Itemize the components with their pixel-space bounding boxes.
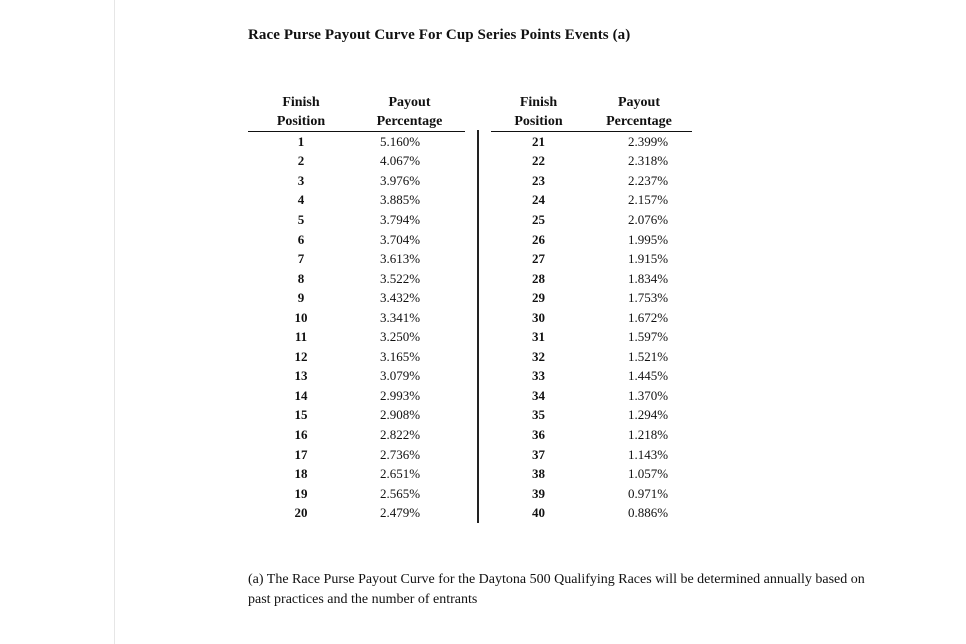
page-margin-rule <box>114 0 115 644</box>
payout-percentage-cell <box>586 445 692 465</box>
payout-percentage-cell <box>586 503 692 523</box>
table-row <box>248 249 465 269</box>
payout-value: 1.143% <box>628 446 669 462</box>
finish-position-cell: 25 <box>532 211 545 227</box>
payout-percentage-cell <box>354 132 465 152</box>
table-row <box>248 406 465 426</box>
table-row <box>491 445 692 465</box>
payout-value: 3.432% <box>380 290 421 306</box>
payout-value: 3.250% <box>380 329 421 345</box>
payout-value: 1.915% <box>628 251 669 267</box>
payout-percentage-cell <box>586 152 692 172</box>
payout-percentage-cell <box>354 367 465 387</box>
payout-percentage-cell <box>354 464 465 484</box>
payout-percentage-cell <box>354 425 465 445</box>
table-row <box>491 288 692 308</box>
finish-position-cell: 18 <box>294 466 308 482</box>
finish-position-cell: 33 <box>532 368 545 384</box>
payout-value: 1.057% <box>628 466 669 482</box>
table-row <box>248 386 465 406</box>
payout-percentage-cell <box>586 249 692 269</box>
payout-percentage-cell <box>586 347 692 367</box>
payout-table-left <box>248 93 465 523</box>
payout-percentage-cell <box>354 230 465 250</box>
payout-percentage-cell <box>586 210 692 230</box>
finish-position-cell: 34 <box>532 387 545 403</box>
finish-position-cell: 7 <box>297 251 305 267</box>
table-row <box>248 347 465 367</box>
payout-value: 3.794% <box>380 211 421 227</box>
finish-position-cell: 30 <box>532 309 545 325</box>
payout-value: 2.318% <box>628 153 669 169</box>
payout-value: 2.565% <box>380 485 421 501</box>
finish-position-cell: 26 <box>532 231 545 247</box>
table-body-right <box>491 132 692 523</box>
payout-value: 5.160% <box>380 133 421 149</box>
payout-percentage-cell <box>354 503 465 523</box>
table-body-left <box>248 132 465 523</box>
table-row <box>248 171 465 191</box>
payout-percentage-cell <box>354 210 465 230</box>
payout-percentage-cell <box>586 171 692 191</box>
table-row <box>491 503 692 523</box>
finish-position-cell: 35 <box>532 407 545 423</box>
footnote: (a) The Race Purse Payout Curve for the Daytona 500 Qualifying Races will be determined annually based on past practices and the number of entrants <box>248 572 865 607</box>
payout-value: 2.157% <box>628 192 669 208</box>
finish-position-cell: 21 <box>532 133 545 149</box>
payout-value: 1.521% <box>628 348 669 364</box>
payout-percentage-cell <box>354 249 465 269</box>
finish-position-cell: 5 <box>297 211 305 227</box>
finish-position-cell: 20 <box>294 505 308 521</box>
table-row <box>248 191 465 211</box>
payout-value: 2.479% <box>380 505 421 521</box>
payout-percentage-cell <box>354 191 465 211</box>
table-row <box>491 308 692 328</box>
payout-value: 1.995% <box>628 231 669 247</box>
payout-value: 2.908% <box>380 407 421 423</box>
header-finish-position <box>491 93 586 132</box>
payout-percentage-cell <box>354 327 465 347</box>
table-row <box>491 171 692 191</box>
table-header-row <box>248 93 465 132</box>
finish-position-cell: 39 <box>532 485 545 501</box>
payout-value: 1.597% <box>628 329 669 345</box>
payout-value: 1.218% <box>628 426 669 442</box>
payout-percentage-cell <box>586 288 692 308</box>
payout-percentage-cell <box>354 269 465 289</box>
finish-position-cell: 28 <box>532 270 545 286</box>
payout-value: 2.237% <box>628 172 669 188</box>
table-row <box>491 367 692 387</box>
table-row <box>248 288 465 308</box>
payout-percentage-cell <box>354 445 465 465</box>
payout-value: 3.522% <box>380 270 421 286</box>
table-row <box>248 308 465 328</box>
table-row <box>248 230 465 250</box>
finish-position-cell: 9 <box>297 290 305 306</box>
payout-percentage-cell <box>586 406 692 426</box>
payout-percentage-cell <box>354 406 465 426</box>
finish-position-cell: 31 <box>532 329 545 345</box>
table-row <box>491 152 692 172</box>
payout-percentage-cell <box>586 386 692 406</box>
payout-percentage-cell <box>354 386 465 406</box>
table-row <box>248 464 465 484</box>
finish-position-cell: 11 <box>294 329 308 345</box>
finish-position-cell: 16 <box>294 426 308 442</box>
table-row <box>491 347 692 367</box>
finish-position-cell: 40 <box>532 505 545 521</box>
finish-position-cell: 14 <box>294 387 308 403</box>
finish-position-cell: 2 <box>297 153 305 169</box>
header-finish-position <box>248 93 354 132</box>
payout-value: 2.076% <box>628 211 669 227</box>
table-row <box>491 230 692 250</box>
payout-percentage-cell <box>586 308 692 328</box>
payout-value: 3.341% <box>380 309 421 325</box>
payout-value: 1.753% <box>628 290 669 306</box>
payout-percentage-cell <box>354 308 465 328</box>
table-row <box>491 406 692 426</box>
payout-percentage-cell <box>354 288 465 308</box>
payout-value: 1.294% <box>628 407 669 423</box>
finish-position-cell: 12 <box>294 348 308 364</box>
table-row <box>491 327 692 347</box>
finish-position-cell: 8 <box>297 270 305 286</box>
table-row <box>491 484 692 504</box>
header-finish-line2: Position <box>514 114 563 129</box>
payout-percentage-cell <box>354 484 465 504</box>
payout-value: 1.370% <box>628 387 669 403</box>
payout-percentage-cell <box>586 132 692 152</box>
table-row <box>248 484 465 504</box>
payout-percentage-cell <box>354 347 465 367</box>
header-payout-line2: Percentage <box>606 114 672 129</box>
table-row <box>491 249 692 269</box>
payout-percentage-cell <box>586 484 692 504</box>
finish-position-cell: 6 <box>297 231 305 247</box>
table-row <box>248 367 465 387</box>
finish-position-cell: 38 <box>532 466 545 482</box>
header-payout-percentage <box>354 93 465 132</box>
finish-position-cell: 3 <box>297 172 305 188</box>
payout-value: 2.736% <box>380 446 421 462</box>
payout-value: 0.971% <box>628 485 669 501</box>
payout-value: 4.067% <box>380 153 421 169</box>
payout-value: 3.079% <box>380 368 421 384</box>
table-row <box>248 132 465 152</box>
header-payout-line1: Payout <box>388 95 431 110</box>
table-row <box>248 269 465 289</box>
payout-table-right <box>491 93 692 523</box>
document-title: Race Purse Payout Curve For Cup Series Points Events (a) <box>248 27 631 43</box>
payout-value: 1.834% <box>628 270 669 286</box>
payout-percentage-cell <box>586 464 692 484</box>
finish-position-cell: 36 <box>532 426 545 442</box>
table-row <box>248 445 465 465</box>
column-divider <box>477 130 479 523</box>
finish-position-cell: 4 <box>297 192 305 208</box>
finish-position-cell: 13 <box>294 368 308 384</box>
finish-position-cell: 19 <box>294 485 308 501</box>
payout-percentage-cell <box>586 230 692 250</box>
table-row <box>248 503 465 523</box>
finish-position-cell: 15 <box>294 407 308 423</box>
payout-value: 3.165% <box>380 348 421 364</box>
table-row <box>491 132 692 152</box>
finish-position-cell: 29 <box>532 290 545 306</box>
table-row <box>491 191 692 211</box>
finish-position-cell: 37 <box>532 446 545 462</box>
finish-position-cell: 24 <box>532 192 545 208</box>
payout-percentage-cell <box>586 367 692 387</box>
finish-position-cell: 10 <box>294 309 308 325</box>
table-row <box>248 425 465 445</box>
payout-percentage-cell <box>586 269 692 289</box>
finish-position-cell: 1 <box>297 133 305 149</box>
payout-value: 2.651% <box>380 466 421 482</box>
header-finish-line1: Finish <box>519 95 558 110</box>
table-row <box>491 425 692 445</box>
payout-value: 3.885% <box>380 192 421 208</box>
payout-percentage-cell <box>586 425 692 445</box>
finish-position-cell: 23 <box>532 172 545 188</box>
payout-percentage-cell <box>586 191 692 211</box>
payout-value: 3.976% <box>380 172 421 188</box>
payout-value: 2.399% <box>628 133 669 149</box>
table-header-row <box>491 93 692 132</box>
payout-percentage-cell <box>354 152 465 172</box>
table-row <box>491 210 692 230</box>
finish-position-cell: 17 <box>294 446 308 462</box>
table-row <box>248 210 465 230</box>
payout-value: 1.445% <box>628 368 669 384</box>
payout-value: 0.886% <box>628 505 669 521</box>
payout-value: 2.822% <box>380 426 421 442</box>
payout-value: 3.613% <box>380 251 421 267</box>
table-row <box>248 327 465 347</box>
payout-value: 3.704% <box>380 231 421 247</box>
table-row <box>491 464 692 484</box>
header-finish-line1: Finish <box>282 95 320 110</box>
header-payout-percentage <box>586 93 692 132</box>
header-payout-line1: Payout <box>618 95 660 110</box>
finish-position-cell: 27 <box>532 251 545 267</box>
payout-value: 1.672% <box>628 309 669 325</box>
table-row <box>491 269 692 289</box>
payout-percentage-cell <box>586 327 692 347</box>
header-finish-line2: Position <box>276 114 326 129</box>
finish-position-cell: 22 <box>532 153 545 169</box>
header-payout-line2: Percentage <box>376 114 443 129</box>
payout-value: 2.993% <box>380 387 421 403</box>
finish-position-cell: 32 <box>532 348 545 364</box>
table-row <box>248 152 465 172</box>
table-row <box>491 386 692 406</box>
payout-percentage-cell <box>354 171 465 191</box>
